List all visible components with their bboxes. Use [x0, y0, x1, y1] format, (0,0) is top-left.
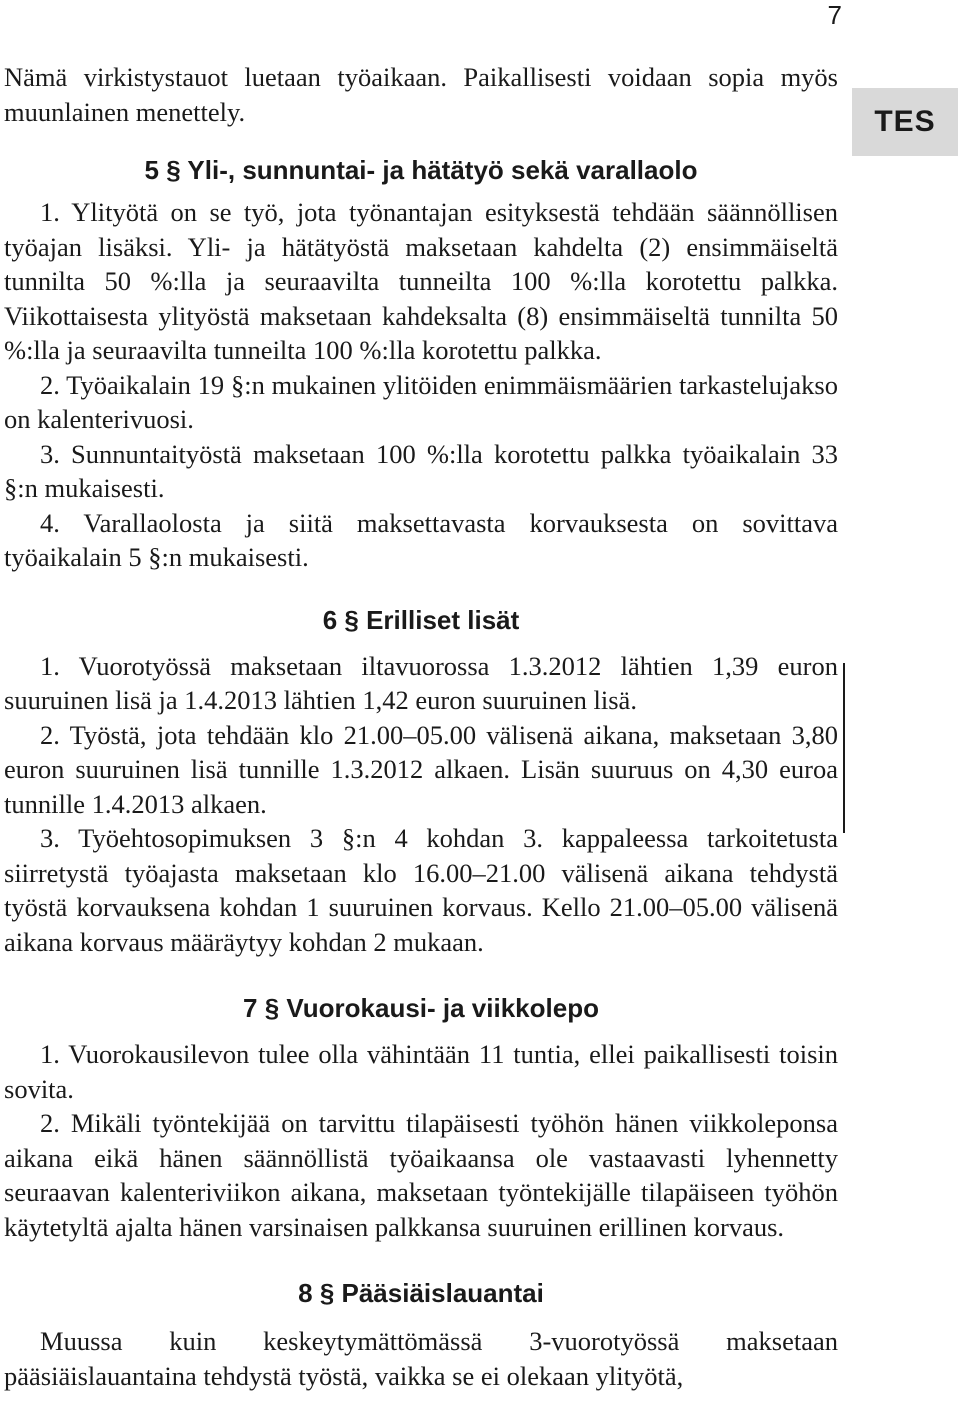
section-tab-marker: TES — [852, 88, 958, 156]
section-7-paragraph-1: 1. Vuorokausilevon tulee olla vähintään 11 tuntia, ellei paikallisesti toisin sovita. — [4, 1039, 838, 1104]
page-number: 7 — [827, 0, 842, 30]
section-8-paragraph-1: Muussa kuin keskeytymättömässä 3-vuorotyössä maksetaan pääsiäislauantaina tehdystä työstä, vaikka se ei olekaan ylityötä, — [4, 1326, 838, 1391]
section-5-heading: 5 § Yli-, sunnuntai- ja hätätyö sekä varallaolo — [144, 155, 698, 185]
section-5-paragraph-1: 1. Ylityötä on se työ, jota työnantajan esityksestä tehdään säännöllisen työajan lisäksi. Yli- ja hätätyöstä maksetaan kahdelta (2) ensimmäiseltä tunnilta 50 %:lla ja seuraavilta tunneilta 100 %:lla korotettu palkka. Viikottaisesta ylityöstä maksetaan kahdeksalta (8) ensimmäiseltä tunnilta 50 %:lla ja seuraavilta tunneilta 100 %:lla korotettu palkka. — [4, 197, 838, 365]
section-6-heading: 6 § Erilliset lisät — [322, 604, 520, 635]
section-7-heading: 7 § Vuorokausi- ja viikkolepo — [243, 993, 599, 1023]
section-7-paragraph-2: 2. Mikäli työntekijää on tarvittu tilapäisesti työhön hänen viikkoleponsa aikana eikä hänen säännöllistä työaikaansa ole vastaavasti lyhennetty seuraavan kalenteriviikon aikana, maksetaan työntekijälle tilapäiseen työhön käytetyltä ajalta hänen varsinaisen palkkansa suuruinen erillinen korvaus. — [4, 1108, 838, 1242]
section-6-paragraph-2: 2. Työstä, jota tehdään klo 21.00–05.00 välisenä aikana, maksetaan 3,80 euron suuruinen lisä tunnille 1.3.2012 alkaen. Lisän suuruus on 4,30 euroa tunnille 1.4.2013 alkaen. — [4, 719, 838, 819]
section-5-paragraph-4: 4. Varallaolosta ja siitä maksettavasta korvauksesta on sovittava työaikalain 5 §:n mukaisesti. — [4, 507, 838, 572]
section-6-paragraph-3: 3. Työehtosopimuksen 3 §:n 4 kohdan 3. kappaleessa tarkoitetusta siirretystä työajasta maksetaan klo 16.00–21.00 välisenä aikana tehdystä työstä korvauksena kohdan 1 suuruinen korvaus. Kello 21.00–05.00 välisenä aikana korvaus määräytyy kohdan 2 mukaan. — [4, 823, 838, 957]
change-bar — [843, 663, 845, 833]
section-6-paragraph-1: 1. Vuorotyössä maksetaan iltavuorossa 1.3.2012 lähtien 1,39 euron suuruinen lisä ja 1.4.2013 lähtien 1,42 euron suuruinen lisä. — [4, 650, 838, 715]
document-body — [4, 60, 838, 1393]
section-5-paragraph-2: 2. Työaikalain 19 §:n mukainen ylitöiden enimmäismäärien tarkastelujakso on kalenterivuosi. — [4, 369, 838, 434]
section-8-heading: 8 § Pääsiäislauantai — [298, 1278, 544, 1308]
intro-paragraph: Nämä virkistystauot luetaan työaikaan. Paikallisesti voidaan sopia myös muunlainen menettely. — [4, 62, 838, 127]
section-5-paragraph-3: 3. Sunnuntaityöstä maksetaan 100 %:lla korotettu palkka työaikalain 33 §:n mukaisesti. — [4, 438, 838, 503]
